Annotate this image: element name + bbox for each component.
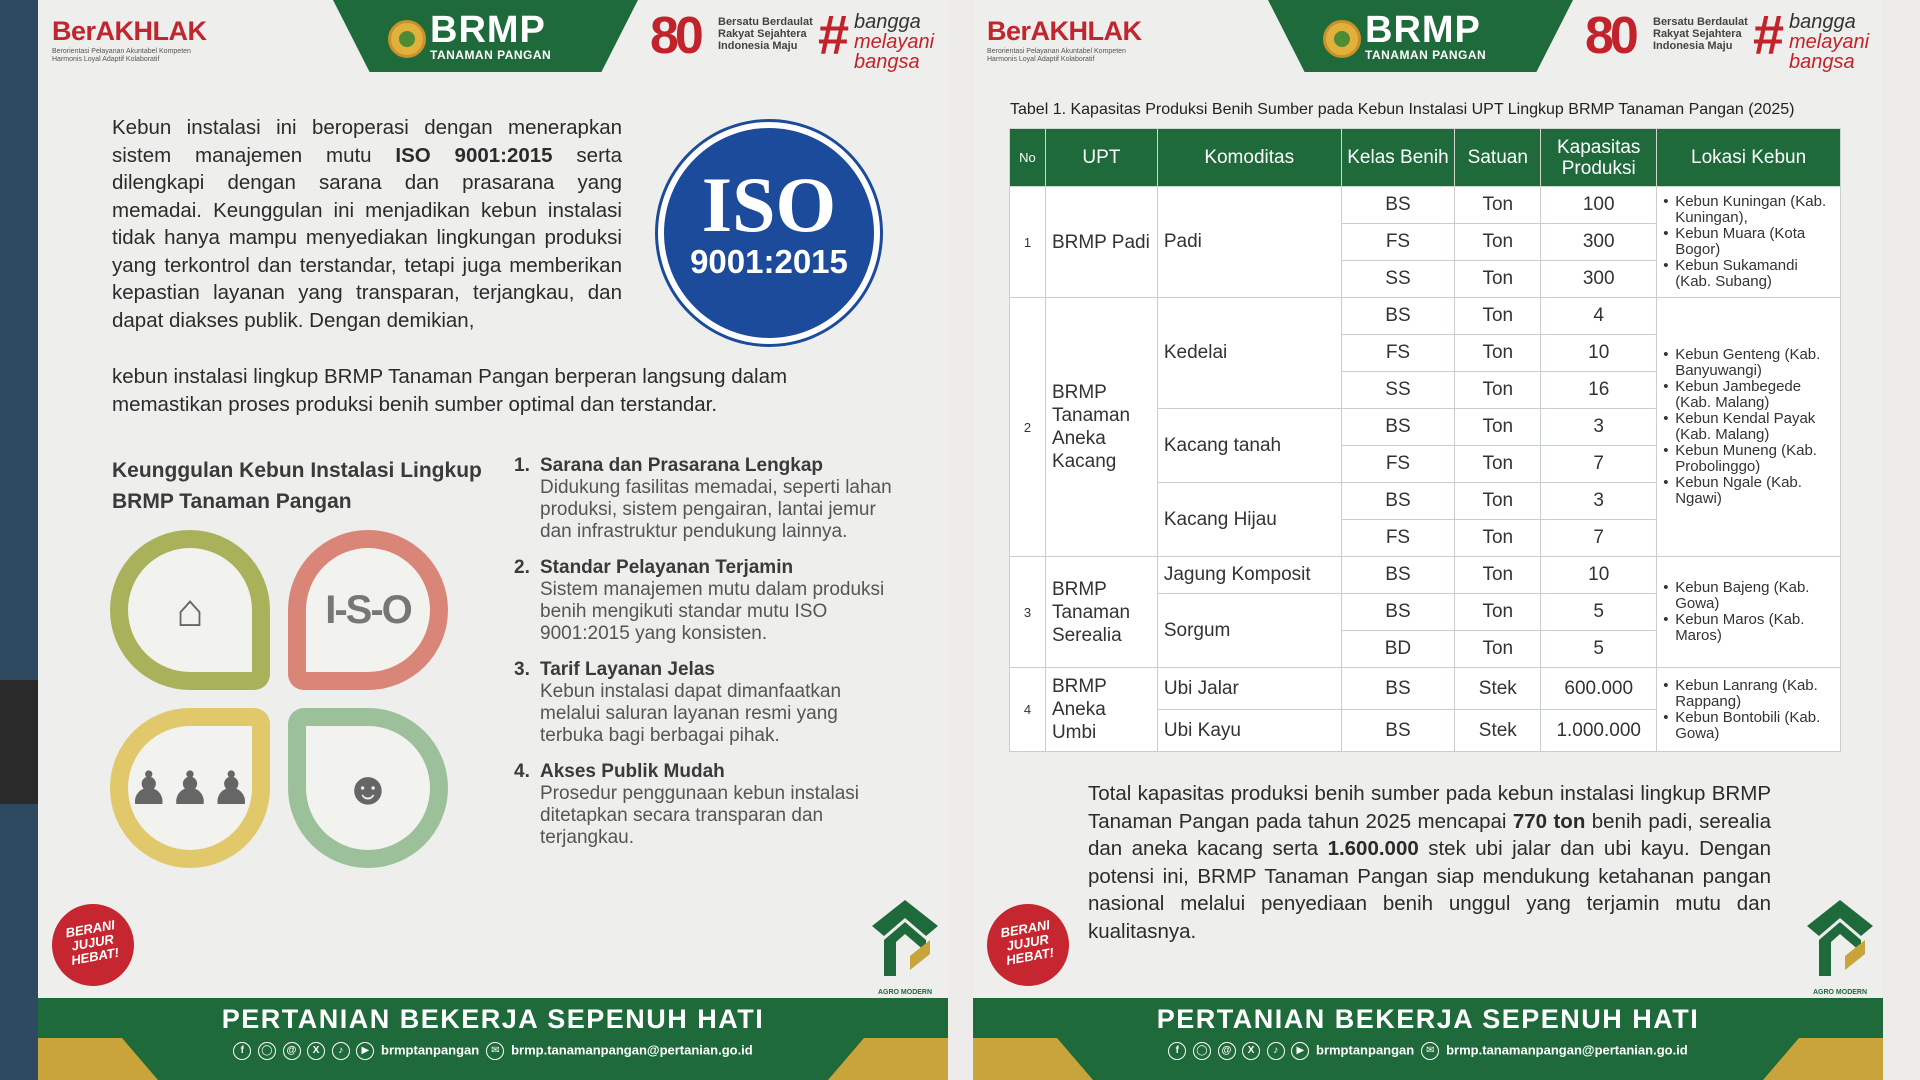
seed-class-cell: SS xyxy=(1341,261,1455,298)
unit-cell: Ton xyxy=(1455,224,1541,261)
advantages-heading: Keunggulan Kebun Instalasi Lingkup BRMP Tanaman Pangan xyxy=(112,459,482,513)
seed-class-cell: BD xyxy=(1341,631,1455,668)
unit-cell: Ton xyxy=(1455,446,1541,483)
right-edge xyxy=(1883,0,1920,1080)
poster-keunggulan xyxy=(38,0,948,1080)
agro-modern-logo: AGRO MODERN xyxy=(1801,896,1879,996)
location-cell xyxy=(1657,668,1841,752)
advantage-item: 2. Standar Pelayanan Terjamin Sistem manajemen mutu dalam produksi benih mengikuti standar mutu ISO 9001:2015 yang konsisten. xyxy=(514,557,885,644)
berakhlak-logo: BerAKHLAK Berorientasi Pelayanan Akuntabel Kompeten Harmonis Loyal Adaptif Kolaboratif xyxy=(52,16,207,63)
location-item: • Kebun Maros (Kab. Maros) xyxy=(1661,612,1836,644)
capacity-cell: 10 xyxy=(1541,335,1657,372)
seed-class-cell: BS xyxy=(1341,594,1455,631)
unit-cell: Ton xyxy=(1455,557,1541,594)
advantage-item: 4. Akses Publik Mudah Prosedur penggunaan kebun instalasi ditetapkan secara transparan dan terjangkau. xyxy=(514,761,860,848)
unit-cell: Ton xyxy=(1455,594,1541,631)
advantages-list xyxy=(514,455,894,863)
advantage-item: 1. Sarana dan Prasarana Lengkap Didukung fasilitas memadai, seperti lahan produksi, sistem pengairan, lantai jemur dan infrastruktur pendukung lainnya. xyxy=(514,455,892,542)
location-item: • Kebun Bontobili (Kab. Gowa) xyxy=(1661,710,1836,742)
threads-icon: @ xyxy=(1218,1042,1236,1060)
agro-modern-icon xyxy=(866,896,944,982)
capacity-cell: 300 xyxy=(1541,224,1657,261)
iso-petal xyxy=(288,530,448,690)
location-item: • Kebun Muara (Kota Bogor) xyxy=(1661,226,1836,258)
commodity-cell: Padi xyxy=(1157,187,1341,298)
tiktok-icon: ♪ xyxy=(332,1042,350,1060)
anniversary-tagline: Bersatu Berdaulat Rakyat Sejahtera Indonesia Maju xyxy=(718,16,813,52)
people-group-icon: ♟♟♟ xyxy=(128,762,252,814)
location-cell xyxy=(1657,298,1841,557)
unit-cell: Ton xyxy=(1455,298,1541,335)
unit-cell: Ton xyxy=(1455,520,1541,557)
brmp-logo-text: BRMP TANAMAN PANGAN xyxy=(430,9,552,62)
seed-class-cell: FS xyxy=(1341,335,1455,372)
window-left-strip xyxy=(0,0,38,1080)
seed-class-cell: BS xyxy=(1341,668,1455,710)
facebook-icon: f xyxy=(233,1042,251,1060)
agro-modern-logo: AGRO MODERN xyxy=(866,896,944,996)
threads-icon: @ xyxy=(283,1042,301,1060)
berani-jujur-hebat-badge: BERANI JUJUR HEBAT! xyxy=(981,898,1076,993)
iso-9001-badge: ISO 9001:2015 xyxy=(658,122,880,344)
seed-class-cell: FS xyxy=(1341,446,1455,483)
unit-cell: Stek xyxy=(1455,668,1541,710)
capacity-cell: 3 xyxy=(1541,483,1657,520)
public-petal xyxy=(110,708,270,868)
row-number: 1 xyxy=(1010,187,1046,298)
unit-cell: Ton xyxy=(1455,409,1541,446)
location-item: • Kebun Genteng (Kab. Banyuwangi) xyxy=(1661,347,1836,379)
location-item: • Kebun Kuningan (Kab. Kuningan), xyxy=(1661,194,1836,226)
footer-slogan: PERTANIAN BEKERJA SEPENUH HATI xyxy=(1156,1004,1700,1034)
x-icon: X xyxy=(1242,1042,1260,1060)
facebook-icon: f xyxy=(1168,1042,1186,1060)
column-header: No xyxy=(1010,129,1046,187)
poster-gap xyxy=(948,0,973,1080)
location-item: • Kebun Kendal Payak (Kab. Malang) xyxy=(1661,411,1836,443)
seed-class-cell: BS xyxy=(1341,557,1455,594)
capacity-cell: 600.000 xyxy=(1541,668,1657,710)
location-item: • Kebun Lanrang (Kab. Rappang) xyxy=(1661,678,1836,710)
table-row xyxy=(1010,298,1841,335)
anniversary-tagline: Bersatu Berdaulat Rakyat Sejahtera Indonesia Maju xyxy=(1653,16,1748,52)
column-header: Satuan xyxy=(1455,129,1541,187)
email-icon: ✉ xyxy=(486,1042,504,1060)
table-row xyxy=(1010,668,1841,710)
location-item: • Kebun Jambegede (Kab. Malang) xyxy=(1661,379,1836,411)
location-item: • Kebun Ngale (Kab. Ngawi) xyxy=(1661,475,1836,507)
location-cell xyxy=(1657,187,1841,298)
column-header: Kapasitas Produksi xyxy=(1541,129,1657,187)
capacity-cell: 7 xyxy=(1541,446,1657,483)
anniversary-80-logo: 80 xyxy=(1585,7,1635,65)
capacity-cell: 7 xyxy=(1541,520,1657,557)
seed-class-cell: FS xyxy=(1341,224,1455,261)
commodity-cell: Sorgum xyxy=(1157,594,1341,668)
commodity-cell: Jagung Komposit xyxy=(1157,557,1341,594)
capacity-cell: 100 xyxy=(1541,187,1657,224)
customer-service-icon: ☻ xyxy=(343,762,393,814)
youtube-icon: ▶ xyxy=(356,1042,374,1060)
berakhlak-logo: BerAKHLAK Berorientasi Pelayanan Akuntabel Kompeten Harmonis Loyal Adaptif Kolaboratif xyxy=(987,16,1142,63)
table-row xyxy=(1010,187,1841,224)
poster-header: BerAKHLAK Berorientasi Pelayanan Akuntabel Kompeten Harmonis Loyal Adaptif Kolaboratif BRMP TANAMAN PANGAN 80 Bersatu Berdaulat Rakyat Sejahtera Indonesia Maju # bangga melayani bangsa xyxy=(973,0,1883,76)
upt-cell: BRMP Aneka Umbi xyxy=(1045,668,1157,752)
column-header: UPT xyxy=(1045,129,1157,187)
unit-cell: Ton xyxy=(1455,372,1541,409)
intro-paragraph-tail: kebun instalasi lingkup BRMP Tanaman Pangan berperan langsung dalam memastikan proses produksi benih sumber optimal dan terstandar. xyxy=(112,365,788,416)
upt-cell: BRMP Padi xyxy=(1045,187,1157,298)
commodity-cell: Ubi Jalar xyxy=(1157,668,1341,710)
upt-cell: BRMP Tanaman Serealia xyxy=(1045,557,1157,668)
location-item: • Kebun Sukamandi (Kab. Subang) xyxy=(1661,258,1836,290)
column-header: Komoditas xyxy=(1157,129,1341,187)
commodity-cell: Kacang tanah xyxy=(1157,409,1341,483)
commodity-cell: Ubi Kayu xyxy=(1157,710,1341,752)
total-capacity-paragraph: Total kapasitas produksi benih sumber pada kebun instalasi lingkup BRMP Tanaman Pangan pada tahun 2025 mencapai 770 ton benih padi, serealia dan aneka kacang serta 1.600.000 stek ubi jalar dan ubi kayu. Dengan potensi ini, BRMP Tanaman Pangan siap mendukung ketahanan pangan nasional melalui penyediaan benih unggul yang terjamin mutu dan kualitasnya. xyxy=(1088,782,1771,943)
anniversary-80-logo: 80 xyxy=(650,7,700,65)
column-header: Lokasi Kebun xyxy=(1657,129,1841,187)
column-header: Kelas Benih xyxy=(1341,129,1455,187)
tiktok-icon: ♪ xyxy=(1267,1042,1285,1060)
seed-class-cell: BS xyxy=(1341,187,1455,224)
location-item: • Kebun Bajeng (Kab. Gowa) xyxy=(1661,580,1836,612)
row-number: 3 xyxy=(1010,557,1046,668)
footer-contact: f ◯ @ X ♪ ▶ brmptanpangan ✉ brmp.tanamanpangan@pertanian.go.id xyxy=(973,1042,1883,1060)
seed-class-cell: FS xyxy=(1341,520,1455,557)
advantage-item: 3. Tarif Layanan Jelas Kebun instalasi dapat dimanfaatkan melalui saluran layanan resmi yang terbuka bagi berbagai pihak. xyxy=(514,659,842,746)
location-cell xyxy=(1657,557,1841,668)
table-caption: Tabel 1. Kapasitas Produksi Benih Sumber pada Kebun Instalasi UPT Lingkup BRMP Tanaman Pangan (2025) xyxy=(1010,101,1795,118)
commodity-cell: Kedelai xyxy=(1157,298,1341,409)
capacity-cell: 3 xyxy=(1541,409,1657,446)
row-number: 4 xyxy=(1010,668,1046,752)
x-icon: X xyxy=(307,1042,325,1060)
farm-facility-icon: ⌂ xyxy=(176,584,204,636)
seed-class-cell: SS xyxy=(1341,372,1455,409)
poster-footer xyxy=(973,998,1883,1080)
brmp-emblem-icon xyxy=(388,20,426,58)
unit-cell: Stek xyxy=(1455,710,1541,752)
instagram-icon: ◯ xyxy=(258,1042,276,1060)
agro-modern-icon xyxy=(1801,896,1879,982)
capacity-cell: 300 xyxy=(1541,261,1657,298)
capacity-cell: 5 xyxy=(1541,631,1657,668)
unit-cell: Ton xyxy=(1455,261,1541,298)
iso-globe-icon: I-S-O xyxy=(325,587,411,632)
location-item: • Kebun Muneng (Kab. Probolinggo) xyxy=(1661,443,1836,475)
email-icon: ✉ xyxy=(1421,1042,1439,1060)
advantages-clover-graphic xyxy=(110,530,450,870)
footer-slogan: PERTANIAN BEKERJA SEPENUH HATI xyxy=(221,1004,765,1034)
brmp-logo-text: BRMP TANAMAN PANGAN xyxy=(1365,9,1487,62)
capacity-cell: 10 xyxy=(1541,557,1657,594)
seed-class-cell: BS xyxy=(1341,710,1455,752)
seed-class-cell: BS xyxy=(1341,483,1455,520)
table-header-row xyxy=(1010,129,1841,187)
capacity-cell: 16 xyxy=(1541,372,1657,409)
intro-paragraph: Kebun instalasi ini beroperasi dengan menerapkan sistem manajemen mutu ISO 9001:2015 serta dilengkapi dengan sarana dan prasarana yang memadai. Keunggulan ini menjadikan kebun instalasi tidak hanya mampu menyediakan lingkungan produksi yang terkontrol dan terstandar, tetapi juga memberikan kepastian layanan yang transparan, terjangkau, dan dapat diakses publik. Dengan demikian, xyxy=(112,116,622,332)
capacity-cell: 4 xyxy=(1541,298,1657,335)
row-number: 2 xyxy=(1010,298,1046,557)
unit-cell: Ton xyxy=(1455,187,1541,224)
table-row xyxy=(1010,557,1841,594)
instagram-icon: ◯ xyxy=(1193,1042,1211,1060)
unit-cell: Ton xyxy=(1455,483,1541,520)
capacity-cell: 5 xyxy=(1541,594,1657,631)
brmp-emblem-icon xyxy=(1323,20,1361,58)
seed-class-cell: BS xyxy=(1341,298,1455,335)
poster-header: BerAKHLAK Berorientasi Pelayanan Akuntabel Kompeten Harmonis Loyal Adaptif Kolaboratif BRMP TANAMAN PANGAN 80 Bersatu Berdaulat Rakyat Sejahtera Indonesia Maju # bangga melayani bangsa xyxy=(38,0,948,76)
poster-kapasitas xyxy=(973,0,1883,1080)
unit-cell: Ton xyxy=(1455,335,1541,372)
capacity-table xyxy=(1009,128,1841,752)
youtube-icon: ▶ xyxy=(1291,1042,1309,1060)
unit-cell: Ton xyxy=(1455,631,1541,668)
seed-class-cell: BS xyxy=(1341,409,1455,446)
berani-jujur-hebat-badge: BERANI JUJUR HEBAT! xyxy=(46,898,141,993)
upt-cell: BRMP Tanaman Aneka Kacang xyxy=(1045,298,1157,557)
side-panel-tab[interactable] xyxy=(0,680,38,804)
commodity-cell: Kacang Hijau xyxy=(1157,483,1341,557)
footer-contact: f ◯ @ X ♪ ▶ brmptanpangan ✉ brmp.tanamanpangan@pertanian.go.id xyxy=(38,1042,948,1060)
facility-petal xyxy=(110,530,270,690)
capacity-cell: 1.000.000 xyxy=(1541,710,1657,752)
service-petal xyxy=(288,708,448,868)
poster-footer xyxy=(38,998,948,1080)
